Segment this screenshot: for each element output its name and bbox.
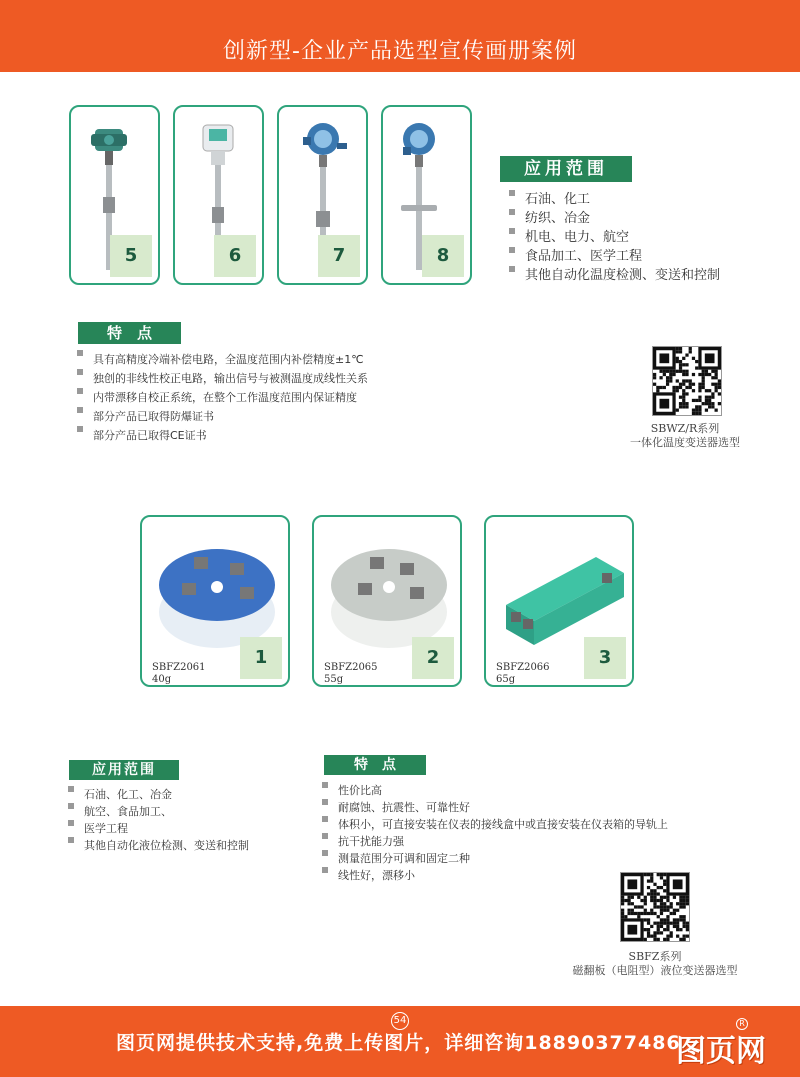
model-weight: 55g xyxy=(324,674,344,685)
qr-caption-line2: 磁翻板（电阻型）液位变送器选型 xyxy=(572,964,738,977)
list-item: 耐腐蚀、抗震性、可靠性好 xyxy=(320,799,668,816)
page-header xyxy=(0,0,800,72)
qr-caption-line1: SBWZ/R系列 xyxy=(650,422,720,435)
list-item: 体积小，可直接安装在仪表的接线盒中或直接安装在仪表箱的导轨上 xyxy=(320,816,668,833)
list-item: 航空、食品加工、 xyxy=(66,803,249,820)
features-heading: 特 点 xyxy=(78,322,181,344)
model-weight: 65g xyxy=(496,674,516,685)
features-list xyxy=(75,350,368,445)
module-model xyxy=(496,662,550,686)
list-item: 其他自动化液位检测、变送和控制 xyxy=(66,837,249,854)
list-item: 石油、化工、冶金 xyxy=(66,786,249,803)
footer-text: 图页网提供技术支持,免费上传图片，详细咨询18890377486 xyxy=(116,1032,681,1054)
list-item: 独创的非线性校正电路，输出信号与被测温度成线性关系 xyxy=(75,369,368,388)
qr-caption xyxy=(540,950,770,978)
registered-icon: R xyxy=(736,1018,748,1030)
model-name: SBFZ2066 xyxy=(496,662,550,673)
product-number: 7 xyxy=(318,235,360,277)
list-item: 石油、化工 xyxy=(507,190,720,209)
page-number: 54 xyxy=(391,1012,409,1030)
features-heading: 特 点 xyxy=(324,755,426,775)
module-card-2 xyxy=(312,515,462,687)
model-name: SBFZ2061 xyxy=(152,662,206,673)
list-item: 测量范围分可调和固定二种 xyxy=(320,850,668,867)
product-card-8 xyxy=(381,105,472,285)
list-item: 线性好，漂移小 xyxy=(320,867,668,884)
list-item: 机电、电力、航空 xyxy=(507,228,720,247)
product-card-5 xyxy=(69,105,160,285)
product-card-6 xyxy=(173,105,264,285)
qr-code xyxy=(652,346,722,416)
list-item: 具有高精度冷端补偿电路，全温度范围内补偿精度±1℃ xyxy=(75,350,368,369)
application-list xyxy=(66,786,249,854)
product-number: 1 xyxy=(240,637,282,679)
module-model xyxy=(152,662,206,686)
qr-caption-line2: 一体化温度变送器选型 xyxy=(630,436,740,449)
product-number: 5 xyxy=(110,235,152,277)
features-list xyxy=(320,782,668,884)
qr-caption-line1: SBFZ系列 xyxy=(628,950,682,963)
qr-code xyxy=(620,872,690,942)
module-model xyxy=(324,662,378,686)
product-number: 3 xyxy=(584,637,626,679)
product-number: 6 xyxy=(214,235,256,277)
list-item: 医学工程 xyxy=(66,820,249,837)
module-card-1 xyxy=(140,515,290,687)
list-item: 抗干扰能力强 xyxy=(320,833,668,850)
page-title: 创新型-企业产品选型宣传画册案例 xyxy=(223,39,577,64)
list-item: 纺织、冶金 xyxy=(507,209,720,228)
product-card-7 xyxy=(277,105,368,285)
application-list xyxy=(507,190,720,285)
model-name: SBFZ2065 xyxy=(324,662,378,673)
page-footer xyxy=(0,1006,800,1077)
brand-logo: 图页网 xyxy=(676,1034,766,1069)
list-item: 内带漂移自校正系统，在整个工作温度范围内保证精度 xyxy=(75,388,368,407)
list-item: 其他自动化温度检测、变送和控制 xyxy=(507,266,720,285)
list-item: 部分产品已取得防爆证书 xyxy=(75,407,368,426)
module-card-3 xyxy=(484,515,634,687)
list-item: 食品加工、医学工程 xyxy=(507,247,720,266)
model-weight: 40g xyxy=(152,674,172,685)
list-item: 部分产品已取得CE证书 xyxy=(75,426,368,445)
product-number: 2 xyxy=(412,637,454,679)
application-heading: 应用范围 xyxy=(500,156,632,182)
application-heading: 应用范围 xyxy=(69,760,179,780)
qr-caption xyxy=(600,422,770,450)
list-item: 性价比高 xyxy=(320,782,668,799)
product-number: 8 xyxy=(422,235,464,277)
